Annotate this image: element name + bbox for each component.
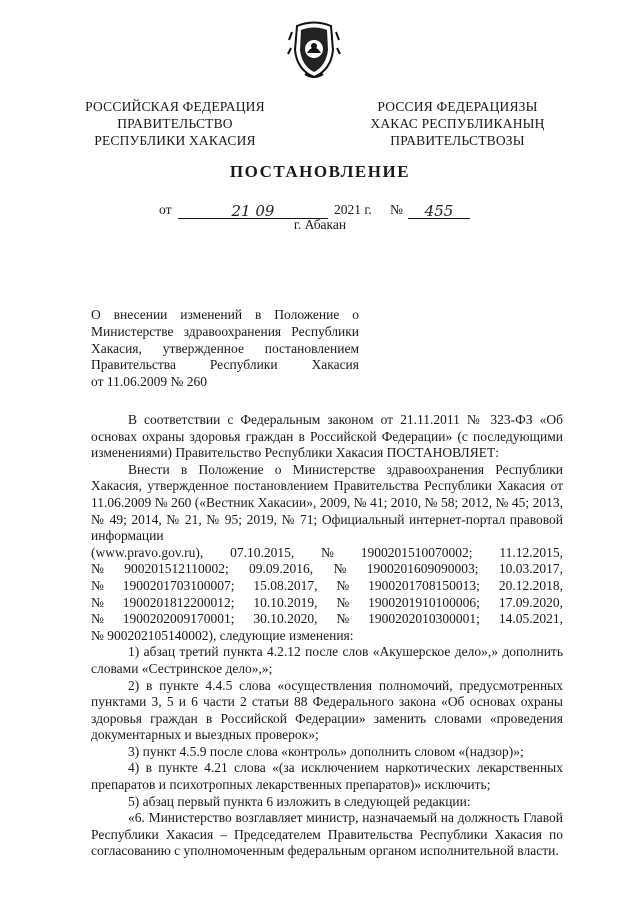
coat-of-arms-emblem xyxy=(287,20,341,80)
reg-cell: (www.pravo.gov.ru), xyxy=(91,544,204,560)
body-paragraph-1: В соответствии с Федеральным законом от 21.11.2011 № 323-ФЗ «Об основах охраны здоровья граждан в Российской Федерации» (с последующими изменениями) Правительство Республики Хакасия ПОСТАНОВЛЯЕТ: xyxy=(91,412,563,461)
reg-cell: 1900201703100007; xyxy=(122,577,235,593)
year: 2021 г. xyxy=(334,202,372,217)
header-right-line-2: ХАКАС РЕСПУБЛИКАНЫҢ xyxy=(370,116,545,131)
reg-row xyxy=(91,595,563,612)
reg-cell: 1900201708150013; xyxy=(368,577,480,593)
reg-cell: 1900201910100006; xyxy=(368,594,480,610)
amendment-4: 4) в пункте 4.21 слова «(за исключением наркотических лекарственных препаратов и психотропных лекарственных препаратов)» исключить; xyxy=(91,760,563,793)
reg-cell: 900201512110002; xyxy=(124,561,229,577)
reg-row xyxy=(91,545,563,562)
header-right-line-1: РОССИЯ ФЕДЕРАЦИЯЗЫ xyxy=(377,99,538,114)
header-left-russian xyxy=(70,98,280,149)
reg-cell: № xyxy=(333,561,347,577)
document-title: ПОСТАНОВЛЕНИЕ xyxy=(229,162,411,181)
reg-cell: 15.08.2017, xyxy=(253,577,318,593)
city: г. Абакан xyxy=(293,217,347,232)
reg-cell: № xyxy=(321,544,334,560)
subject-line-4: Правительства Республики Хакасия xyxy=(91,357,359,373)
reg-cell: № xyxy=(336,577,350,593)
document-body xyxy=(91,412,563,860)
reg-cell: 10.03.2017, xyxy=(498,561,563,577)
reg-cell: 30.10.2020, xyxy=(253,611,318,627)
reg-cell: № xyxy=(336,594,350,610)
reg-cell: № xyxy=(91,561,104,577)
amendment-5-text: «6. Министерство возглавляет министр, назначаемый на должность Главой Республики Хакасия – Председателем Правительства Республики Хакасия по согласованию с уполномоченным федеральным органом исполнительной власти. xyxy=(91,810,563,859)
amendment-1: 1) абзац третий пункта 4.2.12 после слов «Акушерское дело»,» дополнить словами «Сестринское дело»,»; xyxy=(91,644,563,676)
reg-cell: 1900201510070002; xyxy=(360,544,473,560)
reg-cell: 1900202009170001; xyxy=(122,611,235,627)
reg-cell: 20.12.2018, xyxy=(498,577,563,593)
reg-cell: 17.09.2020, xyxy=(498,594,563,610)
number-sign: № xyxy=(390,202,403,217)
reg-row xyxy=(91,578,563,595)
reg-cell: 10.10.2019, xyxy=(253,594,318,610)
subject-line-1: О внесении изменений в Положение о xyxy=(91,307,359,322)
reg-cell: 09.09.2016, xyxy=(249,561,314,577)
amendment-2: 2) в пункте 4.4.5 слова «осуществления полномочий, предусмотренных пунктами 3, 5 и 6 части 2 статьи 88 Федерального закона «Об основах охраны здоровья граждан в Российской Федерации» заменить словами «проведения документарных и выездных проверок»; xyxy=(91,677,563,743)
reg-cell: 11.12.2015, xyxy=(499,544,563,560)
reg-cell: № xyxy=(91,577,104,593)
date-prefix: от xyxy=(159,202,172,217)
registration-numbers xyxy=(91,545,563,628)
reg-cell: 1900201812200012; xyxy=(122,594,235,610)
subject-line-3: Хакасия, утвержденное постановлением xyxy=(91,340,359,356)
header-left-line-1: РОССИЙСКАЯ ФЕДЕРАЦИЯ xyxy=(85,99,265,114)
reg-cell: 1900202010300001; xyxy=(368,611,480,627)
date-handwritten: 21 09 xyxy=(231,202,275,220)
reg-cell: № xyxy=(91,594,104,610)
reg-cell: 14.05.2021, xyxy=(498,611,563,627)
reg-cell: 1900201609090003; xyxy=(366,561,479,577)
amendment-3: 3) пункт 4.5.9 после слова «контроль» дополнить словом «(надзор)»; xyxy=(128,743,524,759)
reg-cell: № xyxy=(91,611,104,627)
khakassia-coat-of-arms-icon xyxy=(287,20,341,80)
amendment-5: 5) абзац первый пункта 6 изложить в следующей редакции: xyxy=(128,793,471,809)
reg-cell: № xyxy=(336,611,350,627)
reg-row xyxy=(91,561,563,578)
reg-row xyxy=(91,611,563,628)
body-paragraph-2: Внести в Положение о Министерстве здравоохранения Республики Хакасия, утвержденное постановлением Правительства Республики Хакасия от 11.06.2009 № 260 («Вестник Хакасии», 2009, № 41; 2010, № 58; 2012, № 45; 2013, № 49; 2014, № 21, № 95; 2019, № 71; Официальный интернет-портал правовой информации xyxy=(91,461,563,544)
subject-line-5: от 11.06.2009 № 260 xyxy=(91,374,207,390)
reg-cell: 07.10.2015, xyxy=(230,544,295,560)
body-paragraph-2-end: № 900202105140002), следующие изменения: xyxy=(91,627,354,643)
number-handwritten: 455 xyxy=(424,202,454,220)
header-left-line-2: ПРАВИТЕЛЬСТВО xyxy=(117,116,233,131)
header-right-line-3: ПРАВИТЕЛЬСТВОЗЫ xyxy=(390,133,525,148)
subject-block xyxy=(91,307,359,391)
subject-line-2: Министерстве здравоохранения Республики xyxy=(91,323,359,339)
header-right-khakas xyxy=(345,98,570,149)
header-left-line-3: РЕСПУБЛИКИ ХАКАСИЯ xyxy=(94,133,256,148)
